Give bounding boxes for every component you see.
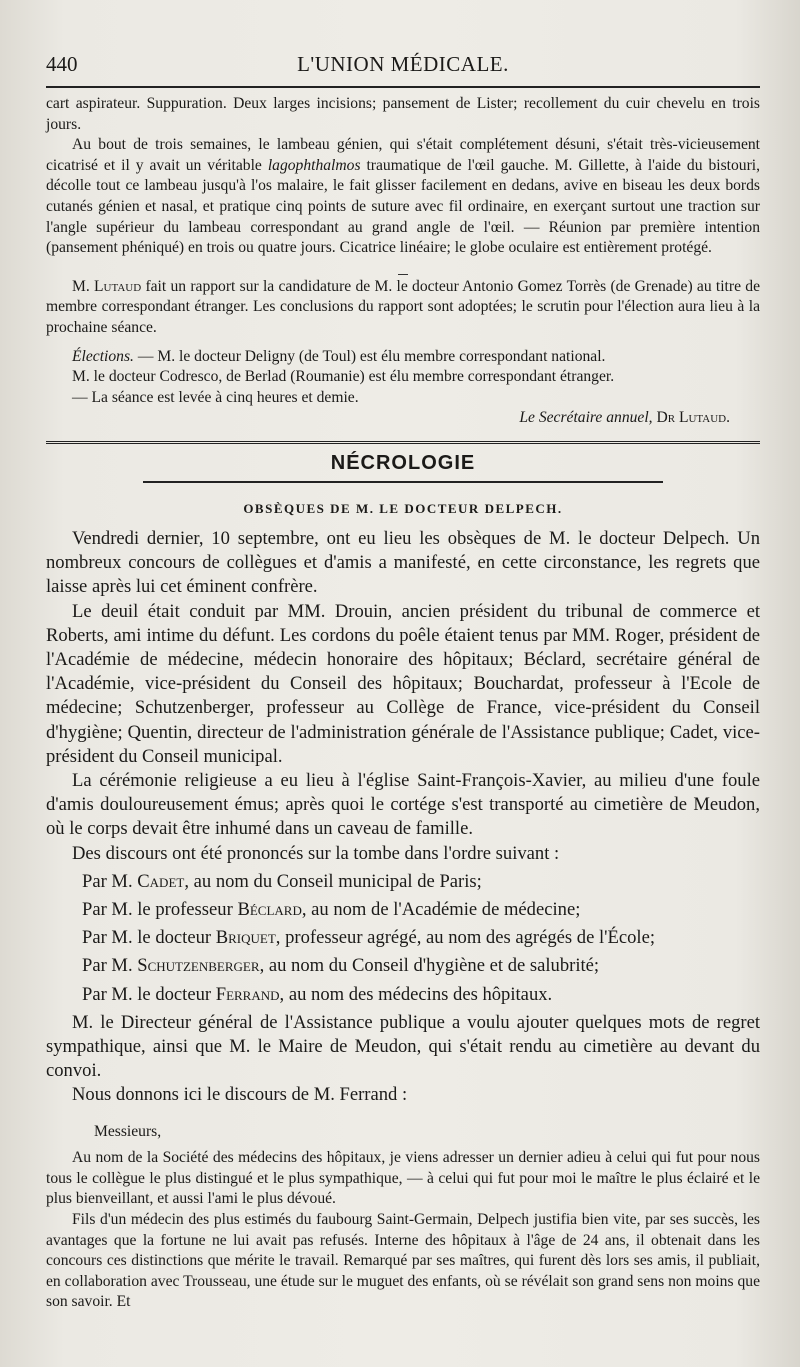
paragraph: M. le Directeur général de l'Assistance publique a voulu ajouter quelques mots de regret sympathique, ainsi que M. le Maire de Meudon, qui s'était rendu au cimetière au devant du convoi. <box>46 1011 760 1082</box>
paragraph: La cérémonie religieuse a eu lieu à l'église Saint-François-Xavier, au milieu d'une foule d'amis douloureusement émus; après quoi le cortége s'est transporté au cimetière de Meudon, où le corps devait être inhumé dans un caveau de famille. <box>46 769 760 840</box>
signature-title: Le Secrétaire annuel, <box>519 409 653 427</box>
page-number: 440 <box>46 52 78 76</box>
top-section <box>46 94 760 429</box>
speaker-item: Par M. le docteur Briquet, professeur agrégé, au nom des agrégés de l'École; <box>82 927 655 949</box>
paragraph: — La séance est levée à cinq heures et demie. <box>72 388 359 406</box>
paragraph <box>46 135 760 259</box>
speaker-name: Schutzenberger <box>137 955 260 977</box>
paragraph: Des discours ont été prononcés sur la tombe dans l'ordre suivant : <box>72 842 560 864</box>
italic-term: Élections. <box>72 347 134 365</box>
paragraph: Le deuil était conduit par MM. Drouin, ancien président du tribunal de commerce et Roberts, ami intime du défunt. Les cordons du poêle étaient tenus par MM. Roger, président de l'Académie de médecine, médecin honoraire des hôpitaux; Béclard, secrétaire général de l'Académie, vice-président du Conseil des hôpitaux; Bouchardat, professeur à l'Ecole de médecine; Schutzenberger, professeur au Collège de France, vice-président du Conseil d'hygiène; Quentin, directeur de l'administration générale de l'Assistance publique; Cadet, vice-président du Conseil municipal. <box>46 600 760 767</box>
signature-name: Dr Lutaud. <box>652 409 730 427</box>
speaker-item: Par M. Cadet, au nom du Conseil municipal de Paris; <box>82 870 482 892</box>
text-run: M. <box>72 277 95 295</box>
paragraph <box>46 347 760 368</box>
italic-term: lagophthalmos <box>267 156 361 174</box>
paragraph: cart aspirateur. Suppuration. Deux larges incisions; pansement de Lister; recollement du cuir chevelu en trois jours. <box>46 95 760 133</box>
page-header <box>46 46 760 86</box>
speaker-name: Béclard <box>237 898 302 920</box>
separator-dash <box>46 261 760 275</box>
salutation: Messieurs, <box>94 1122 162 1140</box>
speech <box>46 1122 760 1313</box>
paragraph: Nous donnons ici le discours de M. Ferrand : <box>72 1084 408 1106</box>
text-run: Au bout de trois semaines, le lambeau génien, qui s'était complétement désuni, s'était très-vicieusement cicatrisé et il y avait un véritable <box>46 136 760 174</box>
paragraph: Fils d'un médecin des plus estimés du faubourg Saint-Germain, Delpech justifia bien vite, par ses succès, les avantages que la fortune ne lui avait pas refusés. Interne des hôpitaux à l'âge de 24 ans, il obtenait dans les concours ces distinctions que mérite le travail. Remarqué par ses maîtres, qui furent dès lors ses amis, il publiait, en collaboration avec Trousseau, une étude sur le muguet des enfants, où se révélait son grand sens non moins que son savoir. Et <box>46 1210 760 1311</box>
paragraph: Au nom de la Société des médecins des hôpitaux, je viens adresser un dernier adieu à celui qui fut pour nous tous le collègue le plus distingué et le plus sympathique, — à celui qui fut pour moi le maître le plus éclairé et le plus bienveillant, et aussi l'ami le plus dévoué. <box>46 1149 760 1208</box>
person-name: Lutaud <box>94 277 142 295</box>
header-rule <box>46 86 760 88</box>
running-title: L'UNION MÉDICALE. <box>297 52 509 76</box>
title-underline <box>143 481 663 483</box>
speaker-item: Par M. Schutzenberger, au nom du Conseil d'hygiène et de salubrité; <box>82 955 600 977</box>
text-run: traumatique de l'œil gauche. M. Gillette, à l'aide du bistouri, décolle tout ce lambeau jusqu'à l'os malaire, le fait glisser facilement en dedans, avive en biseau les deux bords cutanés génien et nasal, et pratique cinq points de suture avec fil ordinaire, en exerçant surtout une traction sur l'angle supérieur du lambeau correspondant au grand angle de l'œil. — Réunion par première intention (pansement phéniqué) en trois ou quatre jours. Cicatrice linéaire; le globe oculaire est entièrement protégé. <box>46 156 760 257</box>
article-subheading: OBSÈQUES DE M. LE DOCTEUR DELPECH. <box>243 500 563 516</box>
section-title: NÉCROLOGIE <box>330 451 476 474</box>
speaker-item: Par M. le docteur Ferrand, au nom des médecins des hôpitaux. <box>82 983 553 1005</box>
speaker-name: Briquet <box>215 927 276 949</box>
section-rule <box>46 441 760 444</box>
speaker-item: Par M. le professeur Béclard, au nom de l'Académie de médecine; <box>82 898 581 920</box>
speaker-name: Cadet <box>137 870 185 892</box>
paragraph <box>46 277 760 339</box>
signature <box>46 408 760 429</box>
speaker-name: Ferrand <box>215 983 280 1005</box>
text-run: — M. le docteur Deligny (de Toul) est élu membre correspondant national. <box>133 347 606 365</box>
paragraph: Vendredi dernier, 10 septembre, ont eu lieu les obsèques de M. le docteur Delpech. Un nombreux concours de collègues et d'amis a manifesté, en cette circonstance, les regrets que laisse après lui cet éminent confrère. <box>46 527 760 598</box>
text-run: fait un rapport sur la candidature de M. le docteur Antonio Gomez Torrès (de Grenade) au titre de membre correspondant étranger. Les conclusions du rapport sont adoptées; le scrutin pour l'élection aura lieu à la prochaine séance. <box>46 277 760 336</box>
paragraph: M. le docteur Codresco, de Berlad (Roumanie) est élu membre correspondant étranger. <box>72 368 615 386</box>
necrology-body <box>46 527 760 1108</box>
